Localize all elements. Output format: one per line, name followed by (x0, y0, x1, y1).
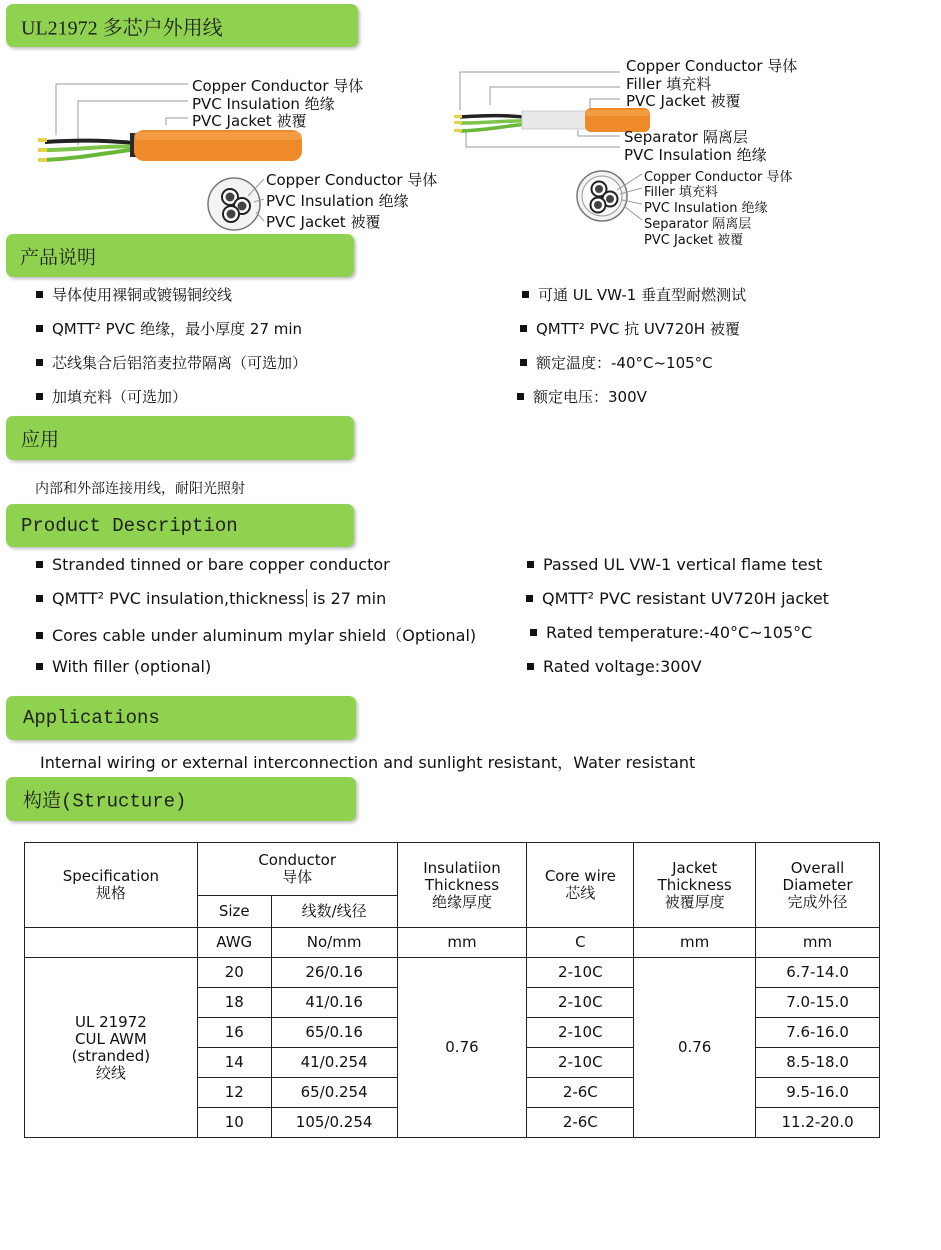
right-cross-label-filler: Filler 填充料 (644, 185, 718, 200)
cell-strands: 26/0.16 (271, 958, 397, 988)
spec-name-cell: UL 21972 CUL AWM (stranded) 绞线 (25, 958, 198, 1138)
en-application-header (6, 696, 356, 740)
en-application-text: Internal wiring or external interconnection and sunlight resistant，Water resistant (40, 753, 696, 772)
left-label-insulation: PVC Insulation 绝缘 (192, 95, 335, 113)
right-cross-label-conductor: Copper Conductor 导体 (644, 170, 793, 185)
en-desc-item: QMTT² PVC insulation,thickness is 27 min (36, 589, 386, 608)
en-desc-item: Passed UL VW-1 vertical flame test (527, 555, 822, 574)
cn-desc-item: 导体使用裸铜或镀锡铜绞线 (36, 284, 232, 305)
header-insulation: Insulatiion Thickness 绝缘厚度 (397, 843, 527, 928)
en-desc-item: With filler (optional) (36, 657, 211, 676)
header-overall-diameter: Overall Diameter 完成外径 (756, 843, 880, 928)
cell-core: 2-10C (527, 1018, 634, 1048)
cn-application-text: 内部和外部连接用线，耐阳光照射 (35, 481, 245, 497)
right-label-conductor: Copper Conductor 导体 (626, 57, 798, 75)
unit-core: C (527, 928, 634, 958)
en-desc-item: Stranded tinned or bare copper conductor (36, 555, 390, 574)
right-label-separator: Separator 隔离层 (624, 128, 748, 146)
cn-description-header (6, 234, 354, 277)
header-jacket: Jacket Thickness 被覆厚度 (634, 843, 756, 928)
section-heading: 产品说明 (20, 246, 97, 268)
cn-desc-item: 额定电压：300V (517, 386, 647, 407)
cell-diameter: 9.5-16.0 (756, 1078, 880, 1108)
unit-awg: AWG (197, 928, 271, 958)
cell-diameter: 6.7-14.0 (756, 958, 880, 988)
cell-strands: 105/0.254 (271, 1108, 397, 1138)
cn-application-header (6, 416, 354, 460)
wire-black (45, 141, 135, 143)
cell-awg: 12 (197, 1078, 271, 1108)
unit-diameter: mm (756, 928, 880, 958)
cell-jacket-thickness: 0.76 (634, 958, 756, 1138)
cell-strands: 41/0.254 (271, 1048, 397, 1078)
text-cursor (306, 589, 307, 607)
unit-no-mm: No/mm (271, 928, 397, 958)
unit-blank (25, 928, 198, 958)
cross-section-right (572, 168, 652, 228)
en-desc-item: QMTT² PVC resistant UV720H jacket (526, 589, 829, 608)
right-cross-label-separator: Separator 隔离层 (644, 217, 752, 232)
cn-desc-item: 芯线集合后铝箔麦拉带隔离（可选加） (36, 352, 307, 373)
cell-diameter: 8.5-18.0 (756, 1048, 880, 1078)
section-heading: 构造(Structure) (23, 790, 187, 813)
header-specification: Specification 规格 (25, 843, 198, 928)
header-core-wire: Core wire 芯线 (527, 843, 634, 928)
title-banner (6, 4, 358, 47)
unit-jacket: mm (634, 928, 756, 958)
en-desc-item: Rated voltage:300V (527, 657, 702, 676)
left-label-jacket: PVC Jacket 被覆 (192, 112, 307, 130)
structure-header (6, 777, 356, 821)
cn-desc-item: QMTT² PVC 抗 UV720H 被覆 (520, 318, 740, 339)
section-heading: 应用 (21, 428, 60, 451)
right-cross-label-jacket: PVC Jacket 被覆 (644, 233, 744, 248)
right-label-insulation: PVC Insulation 绝缘 (624, 146, 767, 164)
left-label-conductor: Copper Conductor 导体 (192, 77, 364, 95)
cn-desc-item: 额定温度：-40°C~105°C (520, 352, 713, 373)
spec-table (24, 842, 880, 1138)
unit-insulation: mm (397, 928, 527, 958)
cell-awg: 14 (197, 1048, 271, 1078)
cell-diameter: 11.2-20.0 (756, 1108, 880, 1138)
cell-core: 2-10C (527, 1048, 634, 1078)
page-title: UL21972 多芯户外用线 (21, 17, 223, 39)
cell-core: 2-6C (527, 1078, 634, 1108)
cn-desc-item: QMTT² PVC 绝缘，最小厚度 27 min (36, 318, 302, 339)
left-cross-label-insulation: PVC Insulation 绝缘 (266, 192, 409, 210)
cross-section-left (208, 178, 260, 230)
header-strands: 线数/线径 (271, 896, 397, 928)
filler (522, 111, 592, 129)
right-label-filler: Filler 填充料 (626, 75, 712, 93)
cell-strands: 41/0.16 (271, 988, 397, 1018)
cell-diameter: 7.6-16.0 (756, 1018, 880, 1048)
en-description-header (6, 504, 354, 547)
cell-core: 2-10C (527, 958, 634, 988)
header-conductor: Conductor 导体 (197, 843, 397, 896)
cell-core: 2-10C (527, 988, 634, 1018)
cell-strands: 65/0.16 (271, 1018, 397, 1048)
table-row (25, 958, 880, 988)
left-cross-label-jacket: PVC Jacket 被覆 (266, 213, 381, 231)
cell-awg: 18 (197, 988, 271, 1018)
header-size: Size (197, 896, 271, 928)
en-desc-item: Cores cable under aluminum mylar shield（Optional) (36, 623, 476, 646)
cell-core: 2-6C (527, 1108, 634, 1138)
cell-strands: 65/0.254 (271, 1078, 397, 1108)
cell-awg: 20 (197, 958, 271, 988)
cell-awg: 10 (197, 1108, 271, 1138)
section-heading: Product Description (21, 514, 238, 537)
section-heading: Applications (23, 707, 160, 729)
cell-awg: 16 (197, 1018, 271, 1048)
right-label-jacket: PVC Jacket 被覆 (626, 92, 741, 110)
cell-diameter: 7.0-15.0 (756, 988, 880, 1018)
cn-desc-item: 可通 UL VW-1 垂直型耐燃测试 (522, 284, 746, 305)
right-cross-label-insulation: PVC Insulation 绝缘 (644, 201, 768, 216)
cell-insulation-thickness: 0.76 (397, 958, 527, 1138)
en-desc-item: Rated temperature:-40°C~105°C (530, 623, 812, 642)
left-cross-label-conductor: Copper Conductor 导体 (266, 171, 438, 189)
cn-desc-item: 加填充料（可选加） (36, 386, 187, 407)
